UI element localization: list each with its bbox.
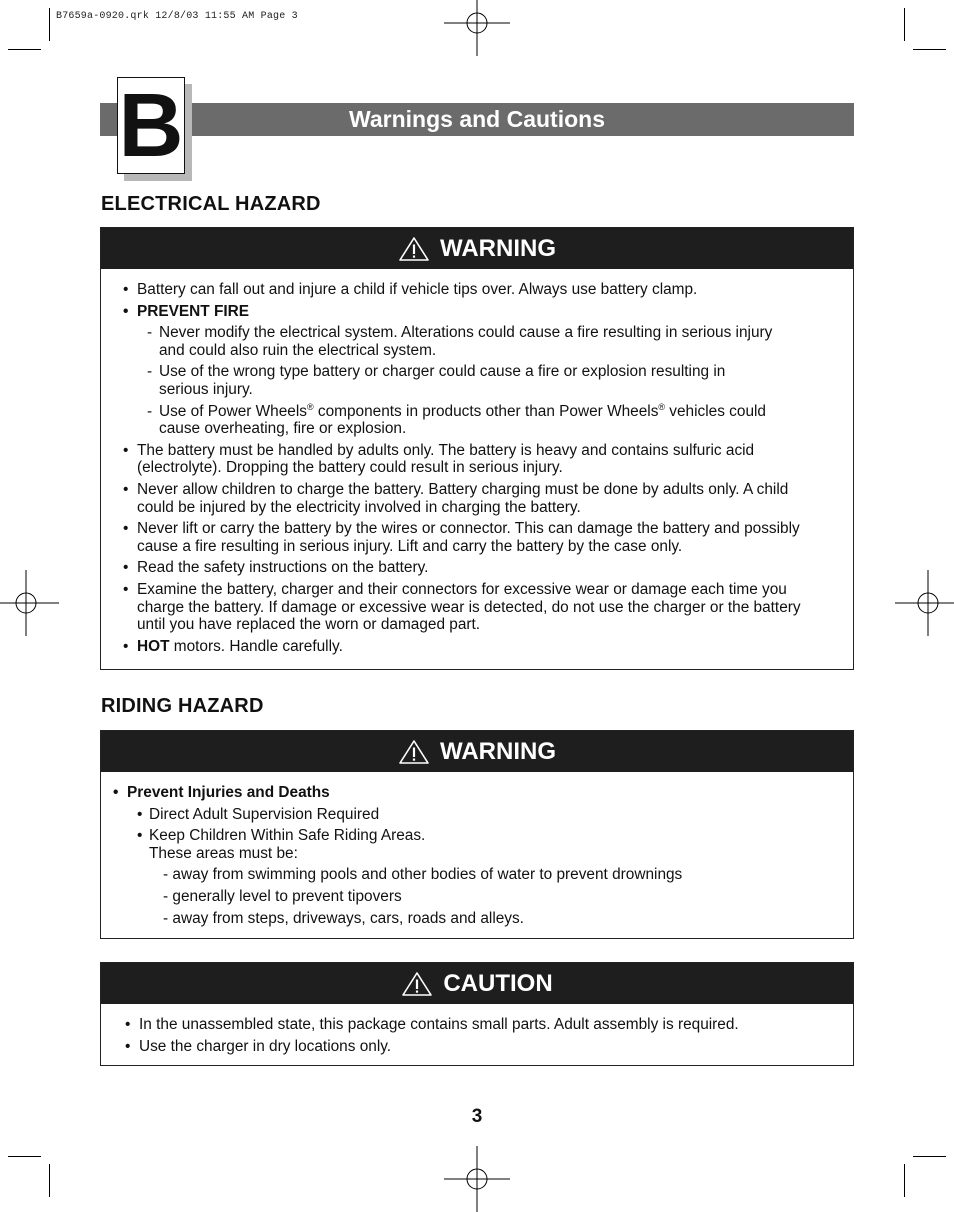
warning-triangle-icon — [398, 739, 430, 765]
list-item: • Use the charger in dry locations only. — [125, 1037, 392, 1055]
crop-mark — [49, 1164, 50, 1197]
section-letter: B — [118, 75, 184, 176]
crop-mark — [913, 1156, 946, 1157]
warning-triangle-icon — [398, 236, 430, 262]
list-item: • Keep Children Within Safe Riding Areas. — [137, 827, 426, 845]
crop-mark — [8, 1156, 41, 1157]
caution-body — [101, 1004, 853, 1065]
crop-mark — [49, 8, 50, 41]
caution-label: CAUTION — [443, 969, 553, 997]
registered-mark: ® — [306, 401, 314, 412]
list-item: - generally level to prevent tipovers — [163, 887, 402, 905]
electrical-warning-body — [101, 269, 853, 669]
registered-mark: ® — [658, 401, 666, 412]
riding-warning-box — [100, 730, 854, 939]
registration-mark-icon — [0, 570, 59, 636]
warning-header — [101, 731, 853, 772]
list-item: - away from swimming pools and other bodies of water to prevent drownings — [163, 866, 683, 884]
registration-mark-icon — [444, 0, 510, 56]
list-item: • Read the safety instructions on the battery. — [101, 559, 823, 577]
list-item: • Examine the battery, charger and their connectors for excessive wear or damage each time you charge the battery. If damage or excessive wear is detected, do not use the charger or the battery until you have replaced the worn or damaged part. — [101, 581, 823, 634]
registration-mark-icon — [444, 1146, 510, 1212]
list-item: - Use of the wrong type battery or charger could cause a fire or explosion resulting in serious injury. — [101, 363, 823, 398]
hot-label: HOT — [137, 637, 170, 655]
crop-mark — [904, 1164, 905, 1197]
list-item: • HOT motors. Handle carefully. — [101, 638, 823, 656]
crop-mark — [904, 8, 905, 41]
list-item: - Use of Power Wheels® components in products other than Power Wheels® vehicles could cause overheating, fire or explosion. — [101, 403, 823, 438]
list-item: • Never allow children to charge the battery. Battery charging must be done by adults only. A child could be injured by the electricity involved in charging the battery. — [101, 481, 823, 516]
crop-mark — [913, 49, 946, 50]
page-number: 3 — [471, 1106, 483, 1127]
list-item: • In the unassembled state, this package contains small parts. Adult assembly is required. — [125, 1016, 739, 1033]
warning-label: WARNING — [440, 234, 556, 262]
list-item: These areas must be: — [149, 844, 298, 862]
riding-warning-body — [101, 772, 853, 938]
crop-mark — [8, 49, 41, 50]
list-item: • The battery must be handled by adults only. The battery is heavy and contains sulfuric acid (electrolyte). Dropping the battery could result in serious injury. — [101, 442, 823, 477]
electrical-hazard-heading: ELECTRICAL HAZARD — [101, 193, 321, 215]
caution-box — [100, 962, 854, 1066]
caution-header — [101, 963, 853, 1004]
electrical-warning-box — [100, 227, 854, 670]
print-slug-line: B7659a-0920.qrk 12/8/03 11:55 AM Page 3 — [56, 11, 298, 22]
warning-header — [101, 228, 853, 269]
warning-triangle-icon — [401, 971, 433, 997]
riding-hazard-heading: RIDING HAZARD — [101, 695, 264, 717]
warning-label: WARNING — [440, 737, 556, 765]
list-item: • Direct Adult Supervision Required — [137, 805, 380, 823]
list-item: • PREVENT FIRE — [101, 303, 823, 321]
list-item: - Never modify the electrical system. Alterations could cause a fire resulting in serious injury and could also ruin the electrical system. — [101, 324, 823, 359]
list-item: • Never lift or carry the battery by the wires or connector. This can damage the battery and possibly cause a fire resulting in serious injury. Lift and carry the battery by the case only. — [101, 520, 823, 555]
list-item: - away from steps, driveways, cars, roads and alleys. — [163, 909, 524, 927]
section-title: Warnings and Cautions — [349, 106, 605, 132]
list-item: • Prevent Injuries and Deaths — [113, 784, 330, 801]
registration-mark-icon — [895, 570, 954, 636]
list-item: • Battery can fall out and injure a child if vehicle tips over. Always use battery clamp. — [101, 281, 823, 299]
